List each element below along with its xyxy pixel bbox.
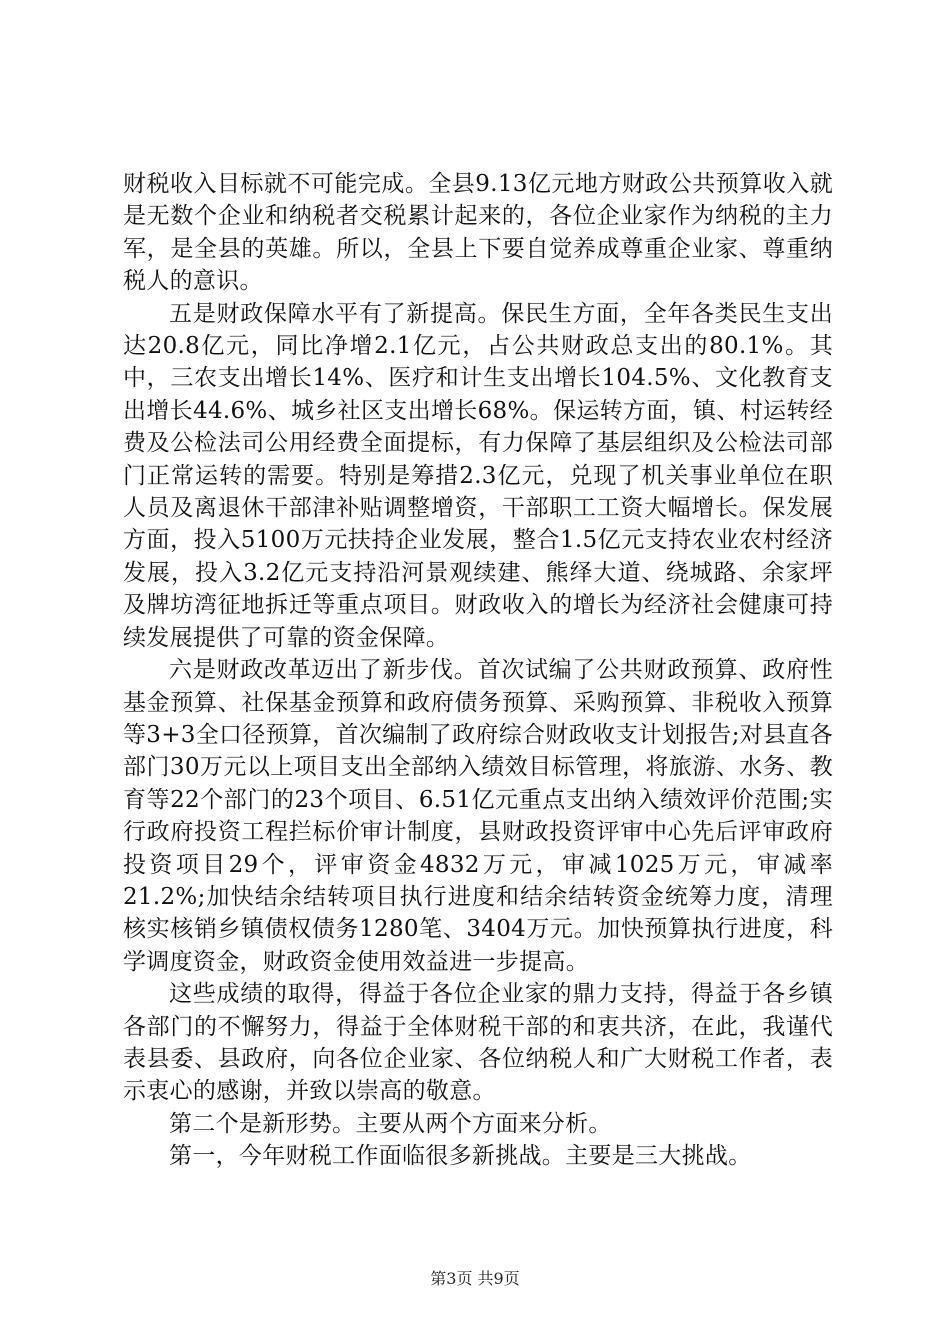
paragraph-new-challenges: 第一，今年财税工作面临很多新挑战。主要是三大挑战。 <box>169 1143 752 1170</box>
paragraph-fiscal-reform: 六是财政改革迈出了新步伐。首次试编了公共财政预算、政府性基金预算、社保基金预算和政府债务预算、采购预算、非税收入预算等3+3全口径预算，首次编制了政府综合财政收支计划报告;对县直各部门30万元以上项目支出全部纳入绩效目标管理，将旅游、水务、教育等22个部门的23个项目、6.51亿元重点支出纳入绩效评价范围;实行政府投资工程拦标价审计制度，县财政投资评审中心先后评审政府投资项目29个，评审资金4832万元，审减1025万元，审减率21.2%;加快结余结转项目执行进度和结余结转资金统筹力度，清理核实核销乡镇债权债务1280笔、3404万元。加快预算执行进度，科学调度资金，财政资金使用效益进一步提高。 <box>123 657 833 975</box>
paragraph-fiscal-guarantee: 五是财政保障水平有了新提高。保民生方面，全年各类民生支出达20.8亿元，同比净增2.1亿元，占公共财政总支出的80.1%。其中，三农支出增长14%、医疗和计生支出增长104.5%、文化教育支出增长44.6%、城乡社区支出增长68%。保运转方面，镇、村运转经费及公检法司公用经费全面提标，有力保障了基层组织及公检法司部门正常运转的需要。特别是筹措2.3亿元，兑现了机关事业单位在职人员及离退休干部津补贴调整增资，干部职工工资大幅增长。保发展方面，投入5100万元扶持企业发展，整合1.5亿元支持农业农村经济发展，投入3.2亿元支持沿河景观续建、熊绎大道、绕城路、余家坪及牌坊湾征地拆迁等重点项目。财政收入的增长为经济社会健康可持续发展提供了可靠的资金保障。 <box>123 300 833 651</box>
document-body <box>123 168 833 1173</box>
page-number-label: 第3页 共9页 <box>430 1269 520 1288</box>
paragraph-revenue-target: 财税收入目标就不可能完成。全县9.13亿元地方财政公共预算收入就是无数个企业和纳税者交税累计起来的，各位企业家作为纳税的主力军，是全县的英雄。所以，全县上下要自觉养成尊重企业家、尊重纳税人的意识。 <box>123 171 833 295</box>
page-footer <box>0 1269 950 1289</box>
paragraph-acknowledgement: 这些成绩的取得，得益于各位企业家的鼎力支持，得益于各乡镇各部门的不懈努力，得益于全体财税干部的和衷共济，在此，我谨代表县委、县政府，向各位企业家、各位纳税人和广大财税工作者，表示衷心的感谢，并致以崇高的敬意。 <box>123 981 833 1105</box>
paragraph-new-situation: 第二个是新形势。主要从两个方面来分析。 <box>169 1110 612 1137</box>
